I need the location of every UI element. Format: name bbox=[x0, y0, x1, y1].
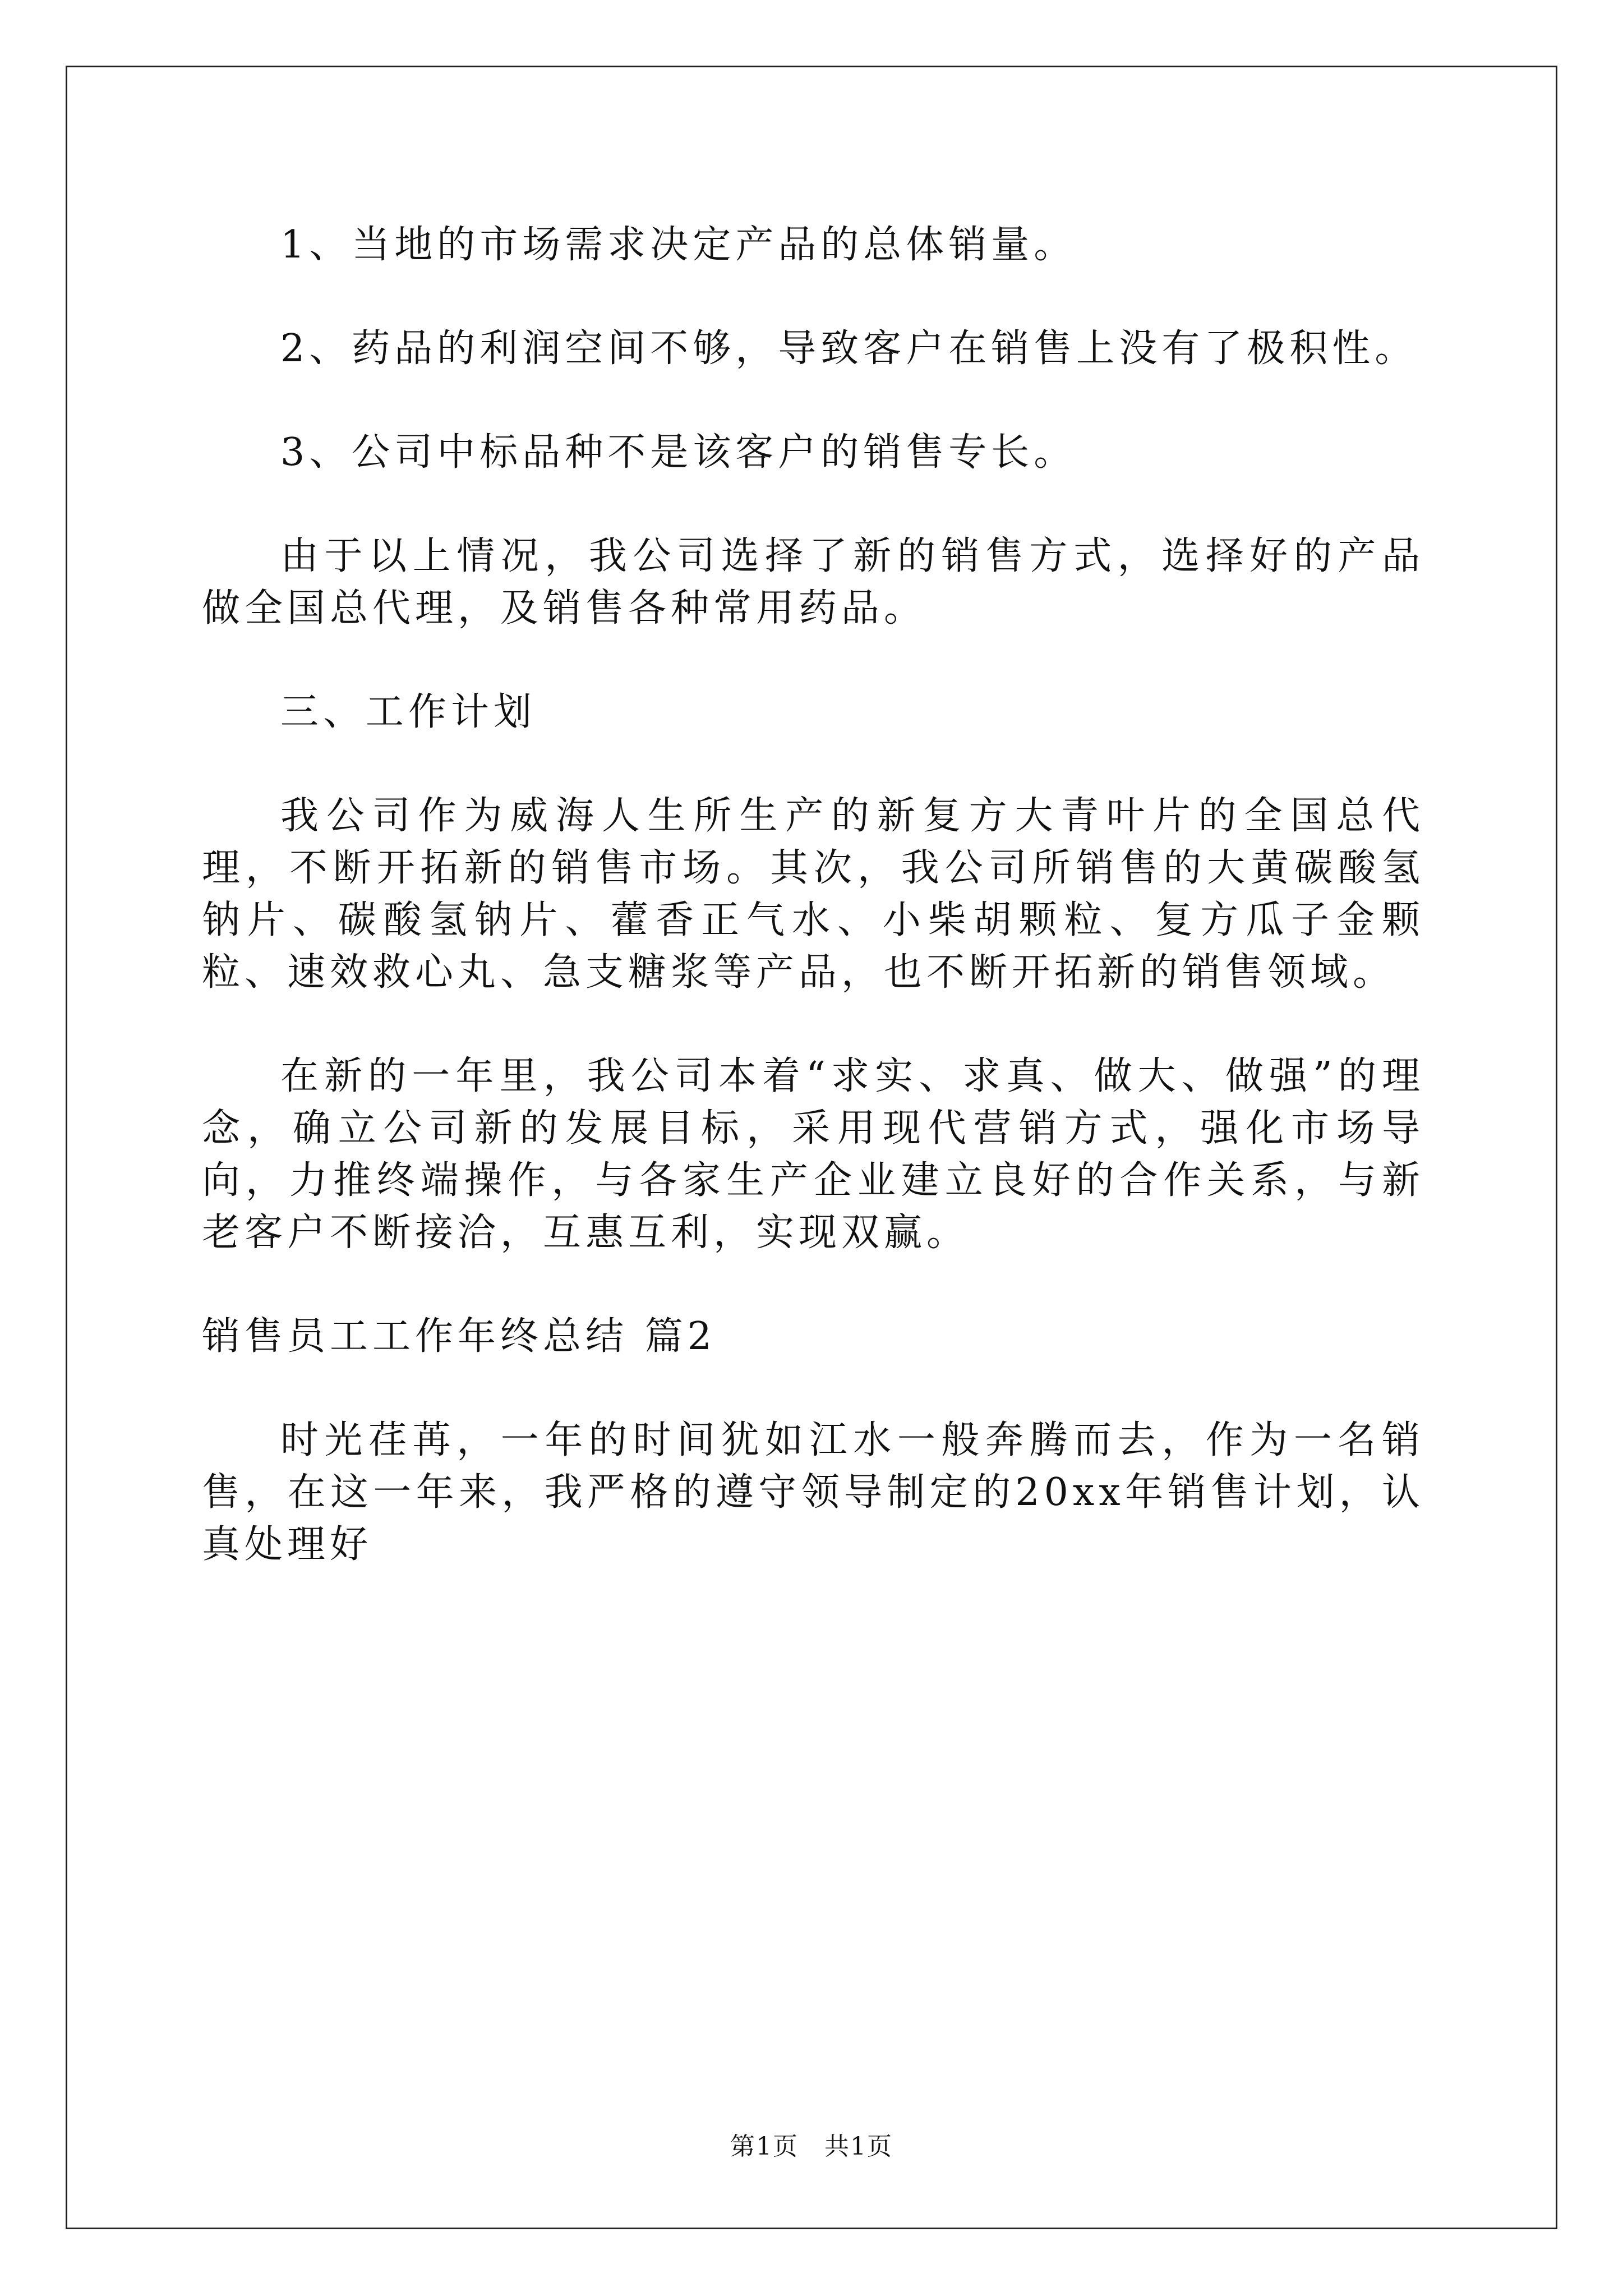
paragraph-3: 3、公司中标品种不是该客户的销售专长。 bbox=[280, 430, 1077, 475]
page-footer: 第1页 共1页 bbox=[730, 2132, 893, 2161]
paragraph-1: 1、当地的市场需求决定产品的总体销量。 bbox=[280, 223, 1077, 267]
paragraph-6: 我公司作为威海人生所生产的新复方大青叶片的全国总代理，不断开拓新的销售市场。其次，我公司所销售的大黄碳酸氢钠片、碳酸氢钠片、藿香正气水、小柴胡颗粒、复方瓜子金颗粒、速效救心丸、急支糖浆等产品，也不断开拓新的销售领域。 bbox=[202, 794, 1424, 995]
paragraph-7: 在新的一年里，我公司本着“求实、求真、做大、做强”的理念，确立公司新的发展目标，采用现代营销方式，强化市场导向，力推终端操作，与各家生产企业建立良好的合作关系，与新老客户不断接洽，互惠互利，实现双赢。 bbox=[202, 1054, 1424, 1255]
paragraph-2: 2、药品的利润空间不够，导致客户在销售上没有了极积性。 bbox=[280, 326, 1418, 371]
article-title-part-2: 销售员工工作年终总结 篇2 bbox=[202, 1314, 716, 1359]
paragraph-9: 时光荏苒，一年的时间犹如江水一般奔腾而去，作为一名销售，在这一年来，我严格的遵守领导制定的20xx年销售计划，认真处理好 bbox=[202, 1418, 1424, 1567]
document-body bbox=[202, 219, 1424, 1622]
section-heading-work-plan: 三、工作计划 bbox=[280, 690, 537, 734]
paragraph-4: 由于以上情况，我公司选择了新的销售方式，选择好的产品做全国总代理，及销售各种常用药品。 bbox=[202, 534, 1424, 631]
